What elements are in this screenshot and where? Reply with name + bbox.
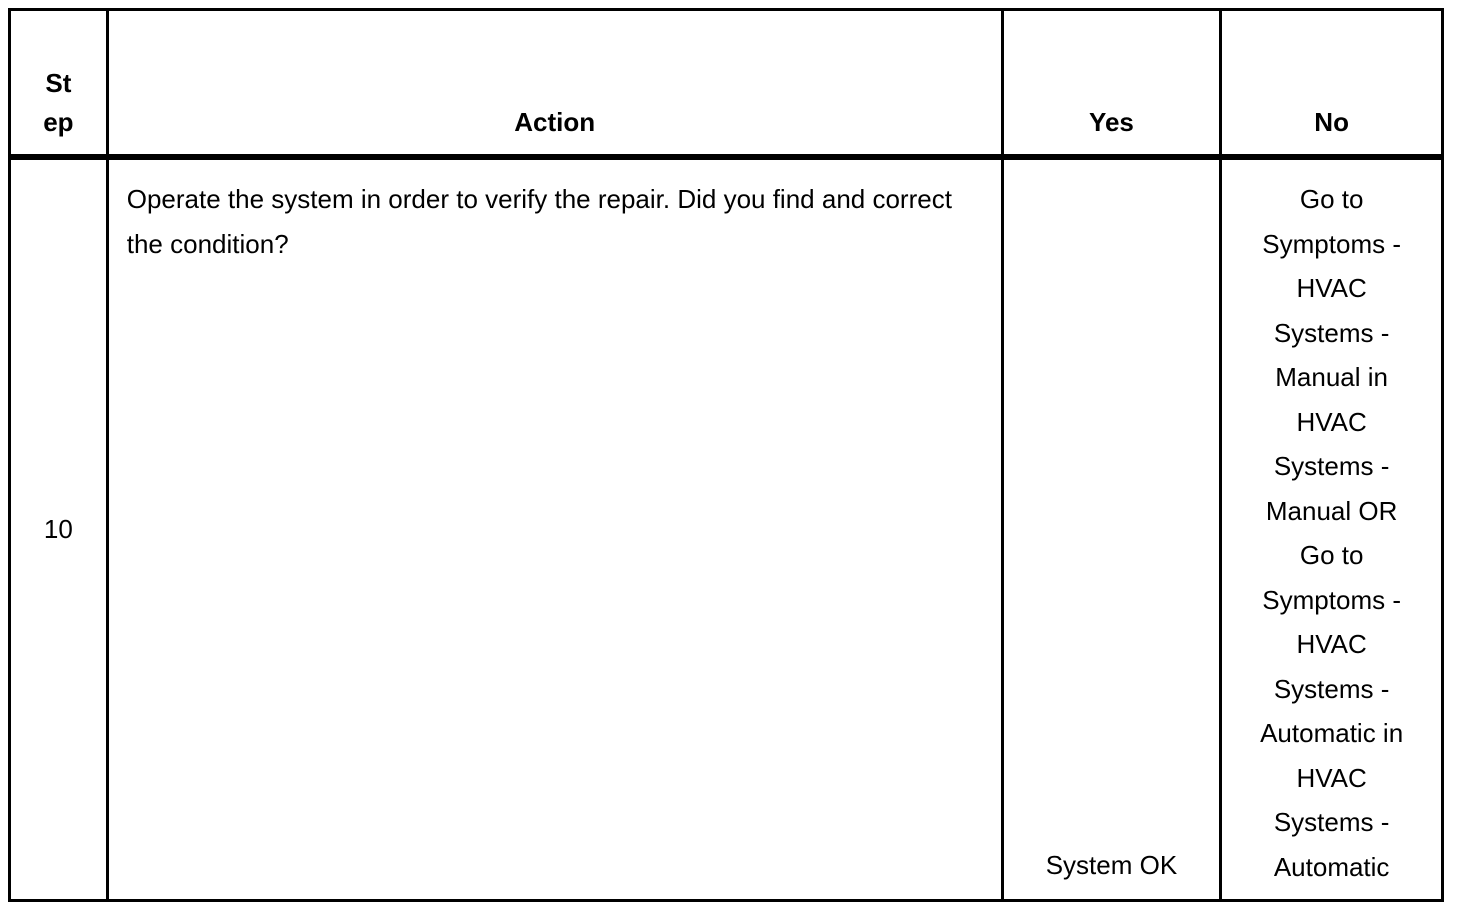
table-row: [10, 157, 1443, 901]
no-result-line: Symptoms -: [1262, 584, 1401, 615]
no-result-line: Go to: [1299, 540, 1364, 570]
header-yes: Yes: [1002, 10, 1221, 158]
table-header-row: [10, 10, 1443, 158]
no-result: [1221, 157, 1443, 901]
yes-result: System OK: [1002, 157, 1221, 901]
action-text: Operate the system in order to verify the repair. Did you find and correct the condition?: [107, 157, 1002, 901]
header-no: No: [1221, 10, 1443, 158]
no-result-line: Systems -: [1273, 451, 1390, 481]
no-result-line: HVAC: [1296, 629, 1367, 659]
no-result-line: Go to: [1299, 184, 1364, 214]
no-result-line: Manual OR: [1265, 495, 1398, 526]
no-result-line: Systems -: [1273, 807, 1390, 837]
no-result-line: HVAC: [1296, 762, 1367, 793]
no-result-line: Manual in: [1275, 362, 1388, 392]
no-result-line: Automatic in: [1260, 718, 1404, 748]
header-step-line1: St: [45, 68, 72, 98]
no-result-line: Systems -: [1273, 673, 1390, 704]
header-step-line2: ep: [43, 107, 74, 137]
no-result-line: Systems -: [1273, 317, 1390, 348]
diagnostic-table: [8, 8, 1444, 902]
no-result-line: HVAC: [1296, 406, 1367, 437]
no-result-line: Automatic: [1273, 851, 1390, 882]
no-result-line: HVAC: [1296, 273, 1367, 303]
no-result-line: Symptoms -: [1262, 228, 1401, 259]
step-number: 10: [10, 157, 108, 901]
header-action: Action: [107, 10, 1002, 158]
header-step: [10, 10, 108, 158]
